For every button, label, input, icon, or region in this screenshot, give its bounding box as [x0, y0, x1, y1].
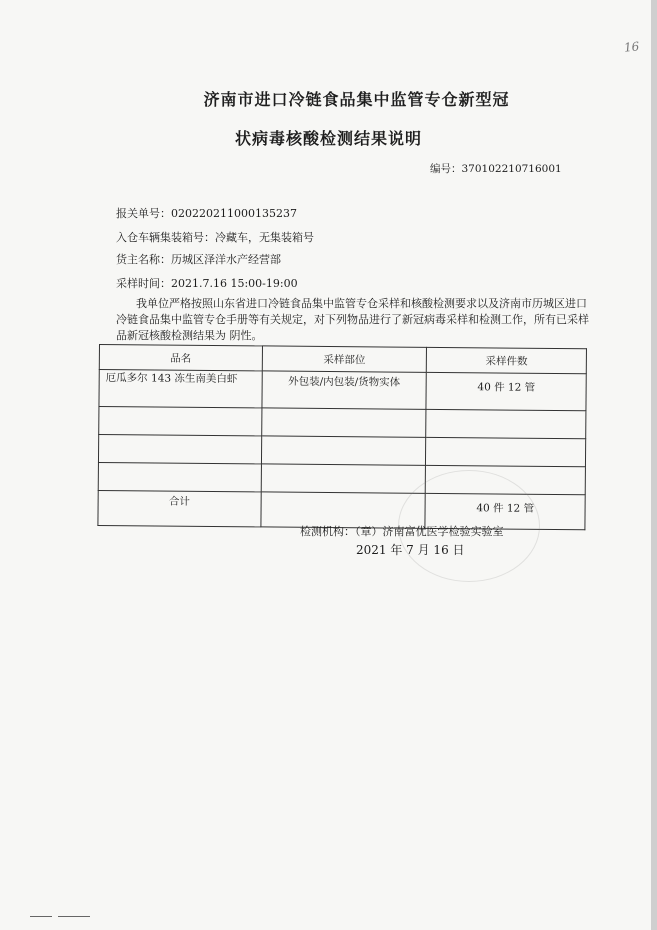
cell-sample-count [426, 409, 586, 438]
cell-sample-count [426, 437, 586, 466]
total-label: 合计 [98, 490, 261, 526]
issue-date: 2021 年 7 月 16 日 [356, 543, 465, 557]
result-statement: 我单位严格按照山东省进口冷链食品集中监管专仓采样和核酸检测要求以及济南市历城区进口冷链食品集中监管专仓手册等有关规定，对下列物品进行了新冠病毒采样和检测工作，所有已采样品新冠核酸检测结果为 阴性。 [116, 297, 589, 342]
document-title-line2: 状病毒核酸检测结果说明 [234, 129, 422, 148]
cell-sampling-site: 外包装/内包装/货物实体 [262, 371, 427, 409]
cell-sampling-site [261, 408, 426, 437]
handwritten-page-number: 16 [623, 39, 640, 55]
total-value: 40 件 12 管 [425, 493, 585, 529]
cell-product-name: 厄瓜多尔 143 冻生南美白虾 [99, 370, 262, 408]
cell-sampling-site [261, 436, 426, 465]
table-row [98, 435, 585, 467]
document-number: 编号：370102210716001 [430, 163, 562, 175]
cell-product-name [98, 435, 261, 464]
header-sampling-site: 采样部位 [262, 346, 427, 372]
vehicle-container-number: 入仓车辆集装箱号：冷藏车，无集装箱号 [116, 231, 314, 244]
table-row [99, 370, 586, 411]
header-sample-count: 采样件数 [427, 347, 587, 373]
cargo-owner-name: 货主名称：历城区泽洋水产经营部 [116, 253, 281, 266]
header-product-name: 品名 [99, 345, 262, 371]
declaration-number: 报关单号：020220211000135237 [116, 207, 297, 220]
sampling-time: 采样时间：2021.7.16 15:00-19:00 [116, 277, 298, 290]
document-title-line1: 济南市进口冷链食品集中监管专仓新型冠 [203, 90, 510, 109]
scan-mark [58, 916, 90, 917]
cell-sampling-site [261, 464, 426, 493]
cell-product-name [98, 462, 261, 491]
scan-mark [30, 916, 52, 917]
table-row [99, 407, 586, 439]
cell-sample-count: 40 件 12 管 [426, 372, 586, 410]
cell-product-name [99, 407, 262, 436]
testing-institution: 检测机构：（章）济南富优医学检验实验室 [300, 525, 504, 538]
